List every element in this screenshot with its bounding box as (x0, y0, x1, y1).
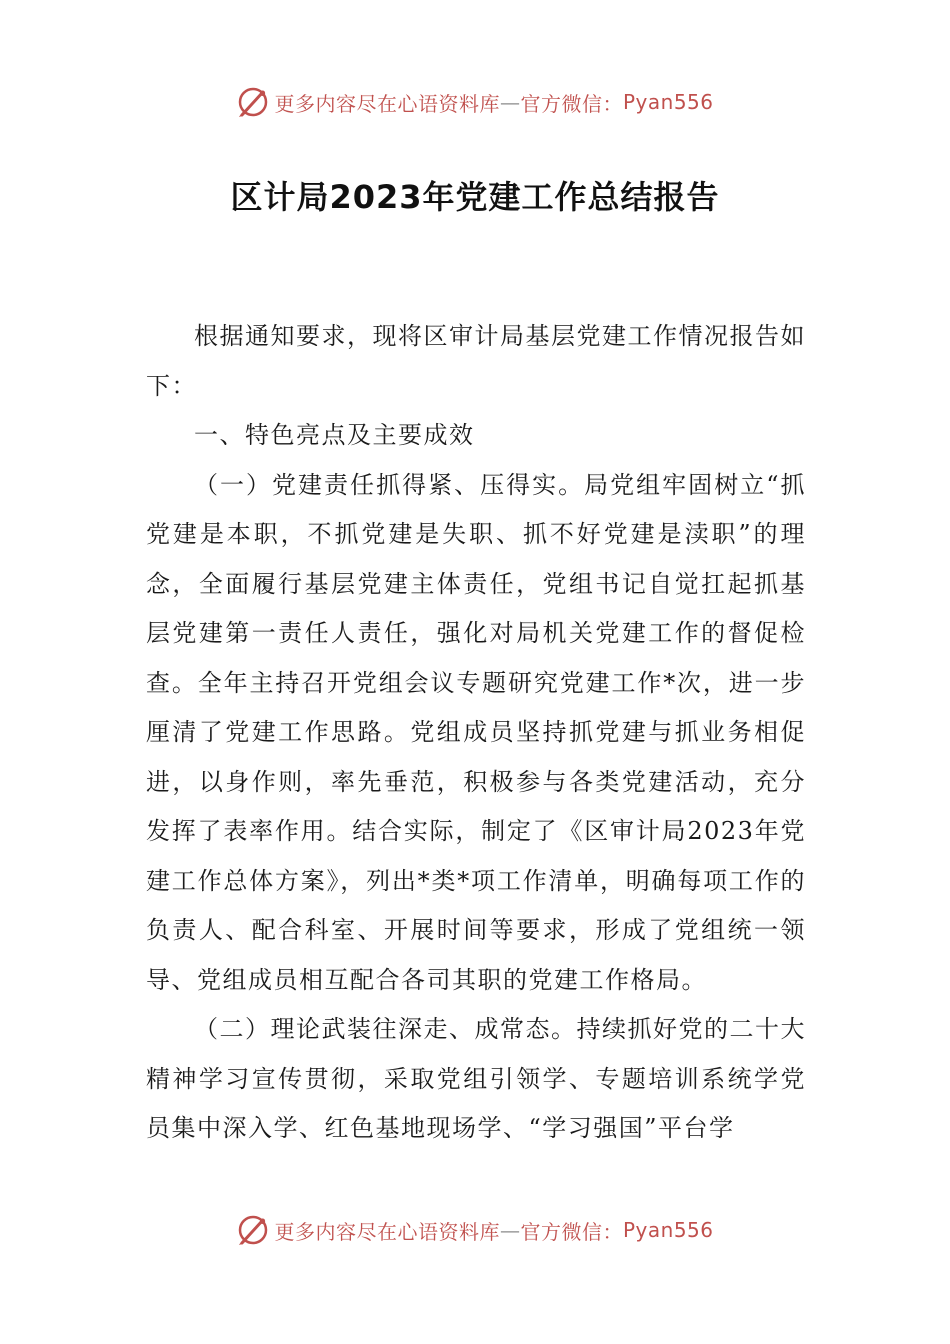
banner-wechat-id: Pyan556 (622, 90, 714, 114)
brush-logo-icon (236, 85, 270, 119)
paragraph-intro: 根据通知要求，现将区审计局基层党建工作情况报告如下： (146, 322, 806, 400)
banner-wechat-label: 官方微信： (520, 1219, 623, 1244)
banner-separator: — (499, 1218, 521, 1242)
brush-logo-icon (236, 1213, 270, 1247)
banner-brand-text: 更多内容尽在心语资料库 (274, 91, 500, 116)
document-title: 区计局2023年党建工作总结报告 (230, 178, 720, 216)
section-heading: 一、特色亮点及主要成效 (194, 421, 475, 449)
footer-watermark-banner (0, 1210, 950, 1250)
banner-separator: — (499, 90, 521, 114)
header-watermark-banner (0, 82, 950, 122)
paragraph-section-2: （二）理论武装往深走、成常态。持续抓好党的二十大精神学习宣传贯彻，采取党组引领学、专题培训系统学党员集中深入学、红色基地现场学、“学习强国”平台学 (146, 1015, 806, 1142)
banner-wechat-label: 官方微信： (520, 91, 623, 116)
document-body (146, 312, 806, 1154)
banner-brand-text: 更多内容尽在心语资料库 (274, 1219, 500, 1244)
banner-wechat-id: Pyan556 (622, 1218, 714, 1242)
paragraph-section-1: （一）党建责任抓得紧、压得实。局党组牢固树立“抓党建是本职，不抓党建是失职、抓不好党建是渎职”的理念，全面履行基层党建主体责任，党组书记自觉扛起抓基层党建第一责任人责任，强化对局机关党建工作的督促检查。全年主持召开党组会议专题研究党建工作*次，进一步厘清了党建工作思路。党组成员坚持抓党建与抓业务相促进，以身作则，率先垂范，积极参与各类党建活动，充分发挥了表率作用。结合实际，制定了《区审计局2023年党建工作总体方案》，列出*类*项工作清单，明确每项工作的负责人、配合科室、开展时间等要求，形成了党组统一领导、党组成员相互配合各司其职的党建工作格局。 (146, 470, 806, 994)
